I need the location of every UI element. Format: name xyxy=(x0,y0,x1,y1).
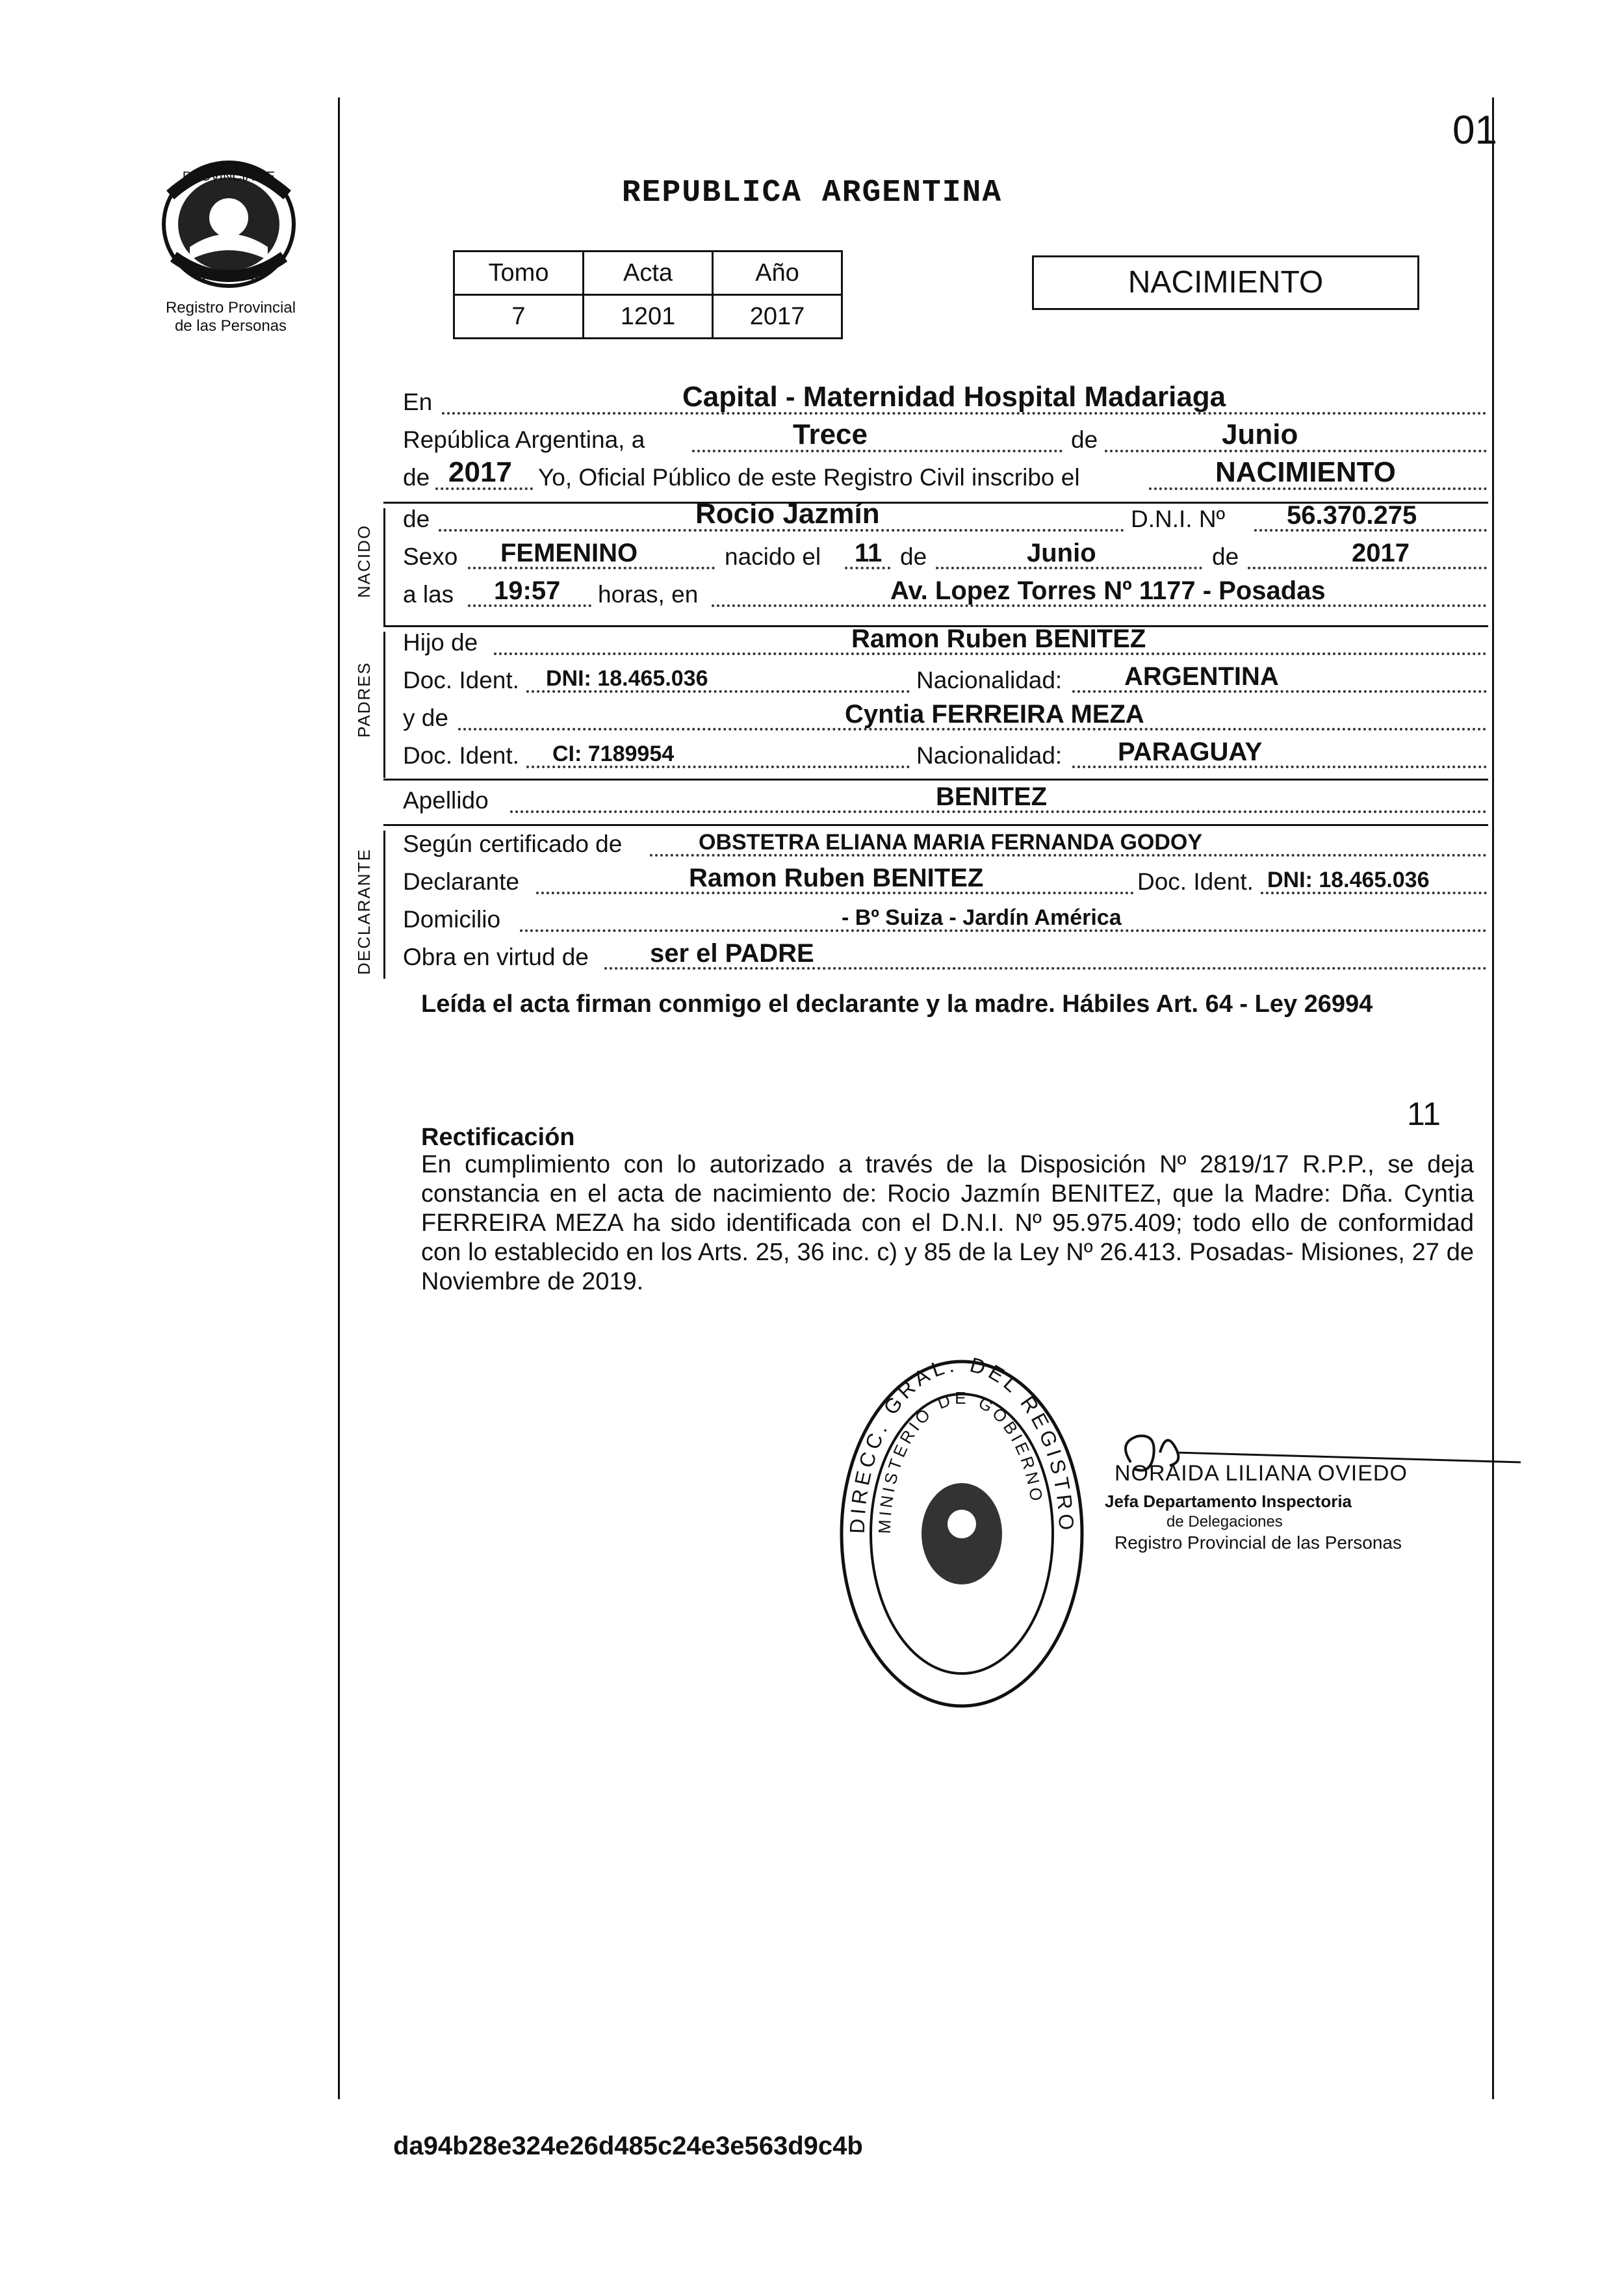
birth-time: 19:57 xyxy=(494,576,561,605)
father-line xyxy=(403,625,1487,663)
logo-caption xyxy=(136,299,325,335)
segun-label: Según certificado de xyxy=(403,831,623,857)
certifier-value: OBSTETRA ELIANA MARIA FERNANDA GODOY xyxy=(699,830,1203,855)
a-las-label: a las xyxy=(403,581,454,608)
time-line xyxy=(403,577,1487,615)
father-doc-line xyxy=(403,663,1487,701)
page-number: 01 xyxy=(1452,108,1497,153)
domicile-value: - Bº Suiza - Jardín América xyxy=(842,905,1122,930)
obra-value: ser el PADRE xyxy=(650,939,814,968)
place-value: Capital - Maternidad Hospital Madariaga xyxy=(682,381,1226,413)
date-line xyxy=(403,419,1487,460)
logo-caption-line2: de las Personas xyxy=(174,317,287,335)
logo-caption-line1: Registro Provincial xyxy=(165,299,296,317)
mother-doc: CI: 7189954 xyxy=(552,742,675,766)
name-line xyxy=(403,498,1487,539)
declarante-label: DECLARANTE xyxy=(354,848,374,975)
de-year2-label: de xyxy=(1212,543,1239,570)
mother-nat-label: Nacionalidad: xyxy=(916,742,1063,769)
declarant-name: Ramon Ruben BENITEZ xyxy=(689,864,984,892)
certifier-line xyxy=(403,827,1487,864)
document-hash: da94b28e324e26d485c24e3e563d9c4b xyxy=(393,2132,863,2160)
seal-bottom-text: MISIONES xyxy=(194,266,264,283)
register-table xyxy=(453,250,843,339)
yo-text: Yo, Oficial Público de este Registro Civil inscribo el xyxy=(538,464,1080,491)
mother-doc-label: Doc. Ident. xyxy=(403,742,519,769)
nacido-el-label: nacido el xyxy=(725,543,821,570)
birth-month: Junio xyxy=(1027,539,1096,567)
left-border-line xyxy=(338,97,340,2099)
obra-label: Obra en virtud de xyxy=(403,944,589,970)
document-type-box: NACIMIENTO xyxy=(1032,255,1419,310)
seal-top-text: PROVINCIA DE xyxy=(182,170,276,184)
birth-year: 2017 xyxy=(1352,539,1410,567)
surname-line xyxy=(403,783,1487,821)
signatory-title-3: Registro Provincial de las Personas xyxy=(1115,1532,1402,1553)
mother-name: Cyntia FERREIRA MEZA xyxy=(845,700,1144,729)
republica-label: República Argentina, a xyxy=(403,426,645,453)
horas-label: horas, en xyxy=(598,581,699,608)
hijo-de-label: Hijo de xyxy=(403,629,478,656)
padres-bar xyxy=(383,632,385,778)
de-year-label: de xyxy=(403,464,430,491)
rectification-title: Rectificación xyxy=(421,1124,575,1151)
apellido-label: Apellido xyxy=(403,787,489,814)
month-value: Junio xyxy=(1222,419,1298,450)
de-month-label: de xyxy=(900,543,927,570)
sexo-label: Sexo xyxy=(403,543,458,570)
mother-doc-line xyxy=(403,738,1487,776)
act-type: NACIMIENTO xyxy=(1215,456,1396,488)
year-value: 2017 xyxy=(448,456,512,488)
sex-line xyxy=(403,539,1487,577)
place-line xyxy=(403,381,1487,422)
year-line xyxy=(403,456,1487,498)
ano-header: Año xyxy=(713,252,842,295)
de-name-label: de xyxy=(403,506,430,532)
y-de-label: y de xyxy=(403,704,448,731)
ano-value: 2017 xyxy=(713,295,842,339)
father-doc: DNI: 18.465.036 xyxy=(546,666,708,691)
declarante-field-label: Declarante xyxy=(403,868,519,895)
province-seal-logo xyxy=(151,149,307,292)
country-title: REPUBLICA ARGENTINA xyxy=(621,175,1003,211)
birth-address: Av. Lopez Torres Nº 1177 - Posadas xyxy=(890,576,1326,605)
dni-label: D.N.I. Nº xyxy=(1131,506,1226,532)
domicile-line xyxy=(403,902,1487,940)
child-name: Rocio Jazmín xyxy=(695,498,880,530)
tomo-value: 7 xyxy=(454,295,584,339)
declarante-bar xyxy=(383,831,385,979)
child-dni: 56.370.275 xyxy=(1287,501,1417,530)
declarant-doc: DNI: 18.465.036 xyxy=(1267,868,1430,892)
rule-3 xyxy=(383,779,1488,781)
signatory-title-1: Jefa Departamento Inspectoria xyxy=(1105,1492,1352,1511)
surname-value: BENITEZ xyxy=(936,782,1048,811)
father-nationality: ARGENTINA xyxy=(1124,662,1279,691)
acta-header: Acta xyxy=(584,252,713,295)
closing-statement: Leída el acta firman conmigo el declarante y la madre. Hábiles Art. 64 - Ley 26994 xyxy=(421,990,1373,1018)
rule-4 xyxy=(383,824,1488,826)
stamp-inner-text: MINISTERIO DE GOBIERNO xyxy=(874,1388,1048,1534)
nacido-label: NACIDO xyxy=(354,524,374,598)
mother-line xyxy=(403,701,1487,738)
domicilio-label: Domicilio xyxy=(403,906,501,933)
declarant-line xyxy=(403,864,1487,902)
acta-value: 1201 xyxy=(584,295,713,339)
right-border-line xyxy=(1492,97,1494,2099)
tomo-header: Tomo xyxy=(454,252,584,295)
signatory-name: NORAIDA LILIANA OVIEDO xyxy=(1115,1461,1408,1486)
birth-day: 11 xyxy=(855,539,883,567)
nacido-bar xyxy=(383,508,385,625)
obra-line xyxy=(403,940,1487,977)
mother-nationality: PARAGUAY xyxy=(1118,738,1263,766)
official-stamp xyxy=(825,1352,1098,1716)
sexo-value: FEMENINO xyxy=(500,539,638,567)
father-doc-label: Doc. Ident. xyxy=(403,667,519,693)
day-words: Trece xyxy=(793,419,868,450)
signature-block xyxy=(1105,1417,1527,1625)
de-label: de xyxy=(1071,426,1098,453)
rectification-body: En cumplimiento con lo autorizado a través de la Disposición Nº 2819/17 R.P.P., se deja constancia en el acta de nacimiento de: Rocio Jazmín BENITEZ, que la Madre: Dña. Cyntia FERREIRA MEZA ha sido identificada con el D.N.I. Nº 95.975.409; todo ello de conformidad con lo establecido en los Arts. 25, 36 inc. c) y 85 de la Ley Nº 26.413. Posadas- Misiones, 27 de Noviembre de 2019. xyxy=(421,1151,1474,1295)
father-name: Ramon Ruben BENITEZ xyxy=(851,625,1146,653)
declarant-doc-label: Doc. Ident. xyxy=(1137,868,1254,895)
stamp-outer-text: DIRECC. GRAL. DEL REGISTRO xyxy=(845,1352,1079,1534)
signatory-title-2: de Delegaciones xyxy=(1166,1513,1283,1531)
margin-number: 11 xyxy=(1407,1096,1441,1132)
father-nat-label: Nacionalidad: xyxy=(916,667,1063,693)
padres-label: PADRES xyxy=(354,662,374,738)
en-label: En xyxy=(403,389,433,415)
